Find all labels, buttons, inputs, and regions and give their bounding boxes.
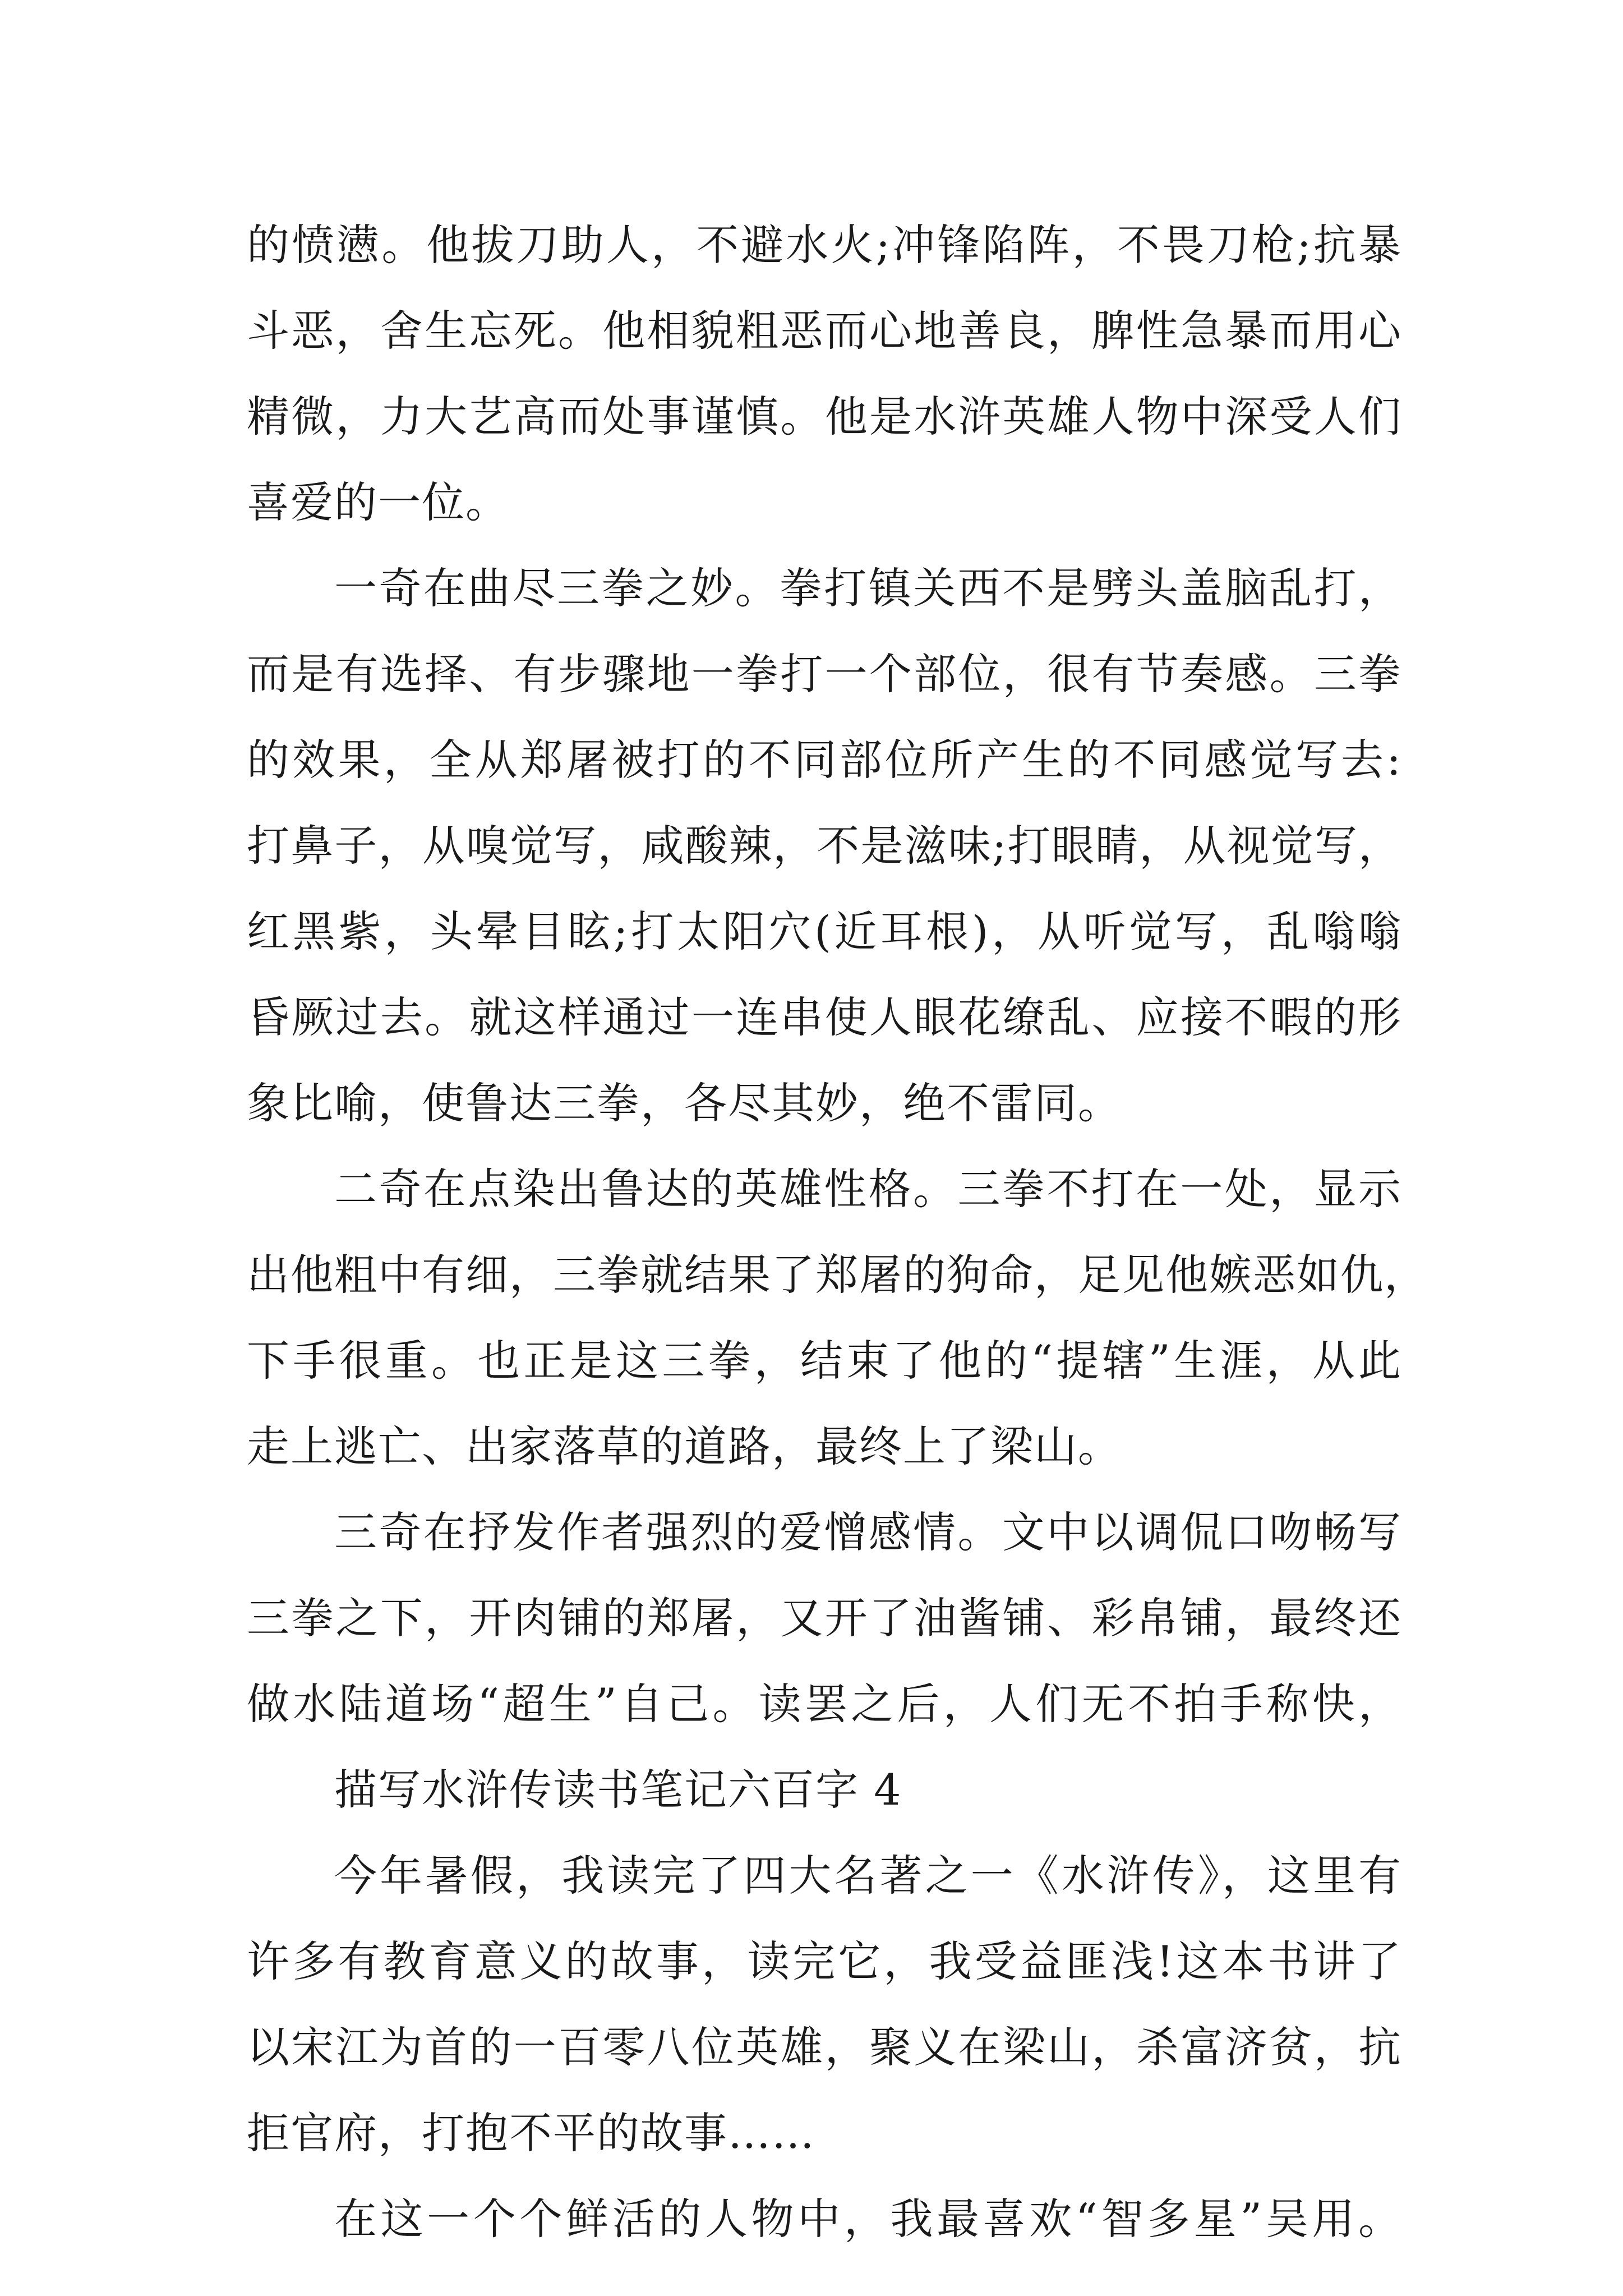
text-line: 昏厥过去。就这样通过一连串使人眼花缭乱、应接不暇的形	[247, 992, 1402, 1042]
text-line: 走上逃亡、出家落草的道路，最终上了梁山。	[247, 1421, 1122, 1471]
text-line: 的愤懑。他拔刀助人，不避水火;冲锋陷阵，不畏刀枪;抗暴	[247, 220, 1402, 270]
text-line: 以宋江为首的一百零八位英雄，聚义在梁山，杀富济贫，抗	[247, 2022, 1402, 2072]
text-line: 喜爱的一位。	[247, 477, 509, 527]
text-line: 描写水浒传读书笔记六百字 4	[334, 1765, 902, 1815]
text-line: 出他粗中有细，三拳就结果了郑屠的狗命，足见他嫉恶如仇，	[247, 1250, 1428, 1300]
text-line: 做水陆道场“超生”自己。读罢之后，人们无不拍手称快，	[247, 1679, 1402, 1729]
text-line: 下手很重。也正是这三拳，结束了他的“提辖”生涯，从此	[247, 1336, 1402, 1386]
text-line: 许多有教育意义的故事，读完它，我受益匪浅!这本书讲了	[247, 1936, 1402, 1986]
text-line: 今年暑假，我读完了四大名著之一《水浒传》，这里有	[334, 1851, 1402, 1901]
text-line: 的效果，全从郑屠被打的不同部位所产生的不同感觉写去:	[247, 735, 1402, 785]
text-line: 而是有选择、有步骤地一拳打一个部位，很有节奏感。三拳	[247, 649, 1402, 699]
text-line: 拒官府，打抱不平的故事……	[247, 2108, 815, 2158]
text-line: 三奇在抒发作者强烈的爱憎感情。文中以调侃口吻畅写	[334, 1507, 1402, 1557]
document-body	[247, 202, 1428, 2262]
text-line: 在这一个个鲜活的人物中，我最喜欢“智多星”吴用。	[334, 2194, 1402, 2244]
text-line: 斗恶，舍生忘死。他相貌粗恶而心地善良，脾性急暴而用心	[247, 306, 1402, 356]
text-line: 打鼻子，从嗅觉写，咸酸辣，不是滋味;打眼睛，从视觉写，	[247, 821, 1402, 871]
text-line: 三拳之下，开肉铺的郑屠，又开了油酱铺、彩帛铺，最终还	[247, 1593, 1402, 1643]
text-line: 二奇在点染出鲁达的英雄性格。三拳不打在一处，显示	[334, 1164, 1402, 1214]
text-line: 一奇在曲尽三拳之妙。拳打镇关西不是劈头盖脑乱打，	[334, 563, 1402, 613]
text-line: 精微，力大艺高而处事谨慎。他是水浒英雄人物中深受人们	[247, 392, 1402, 441]
text-line: 红黑紫，头晕目眩;打太阳穴(近耳根)，从听觉写，乱嗡嗡	[247, 907, 1402, 956]
text-line: 象比喻，使鲁达三拳，各尽其妙，绝不雷同。	[247, 1078, 1122, 1128]
